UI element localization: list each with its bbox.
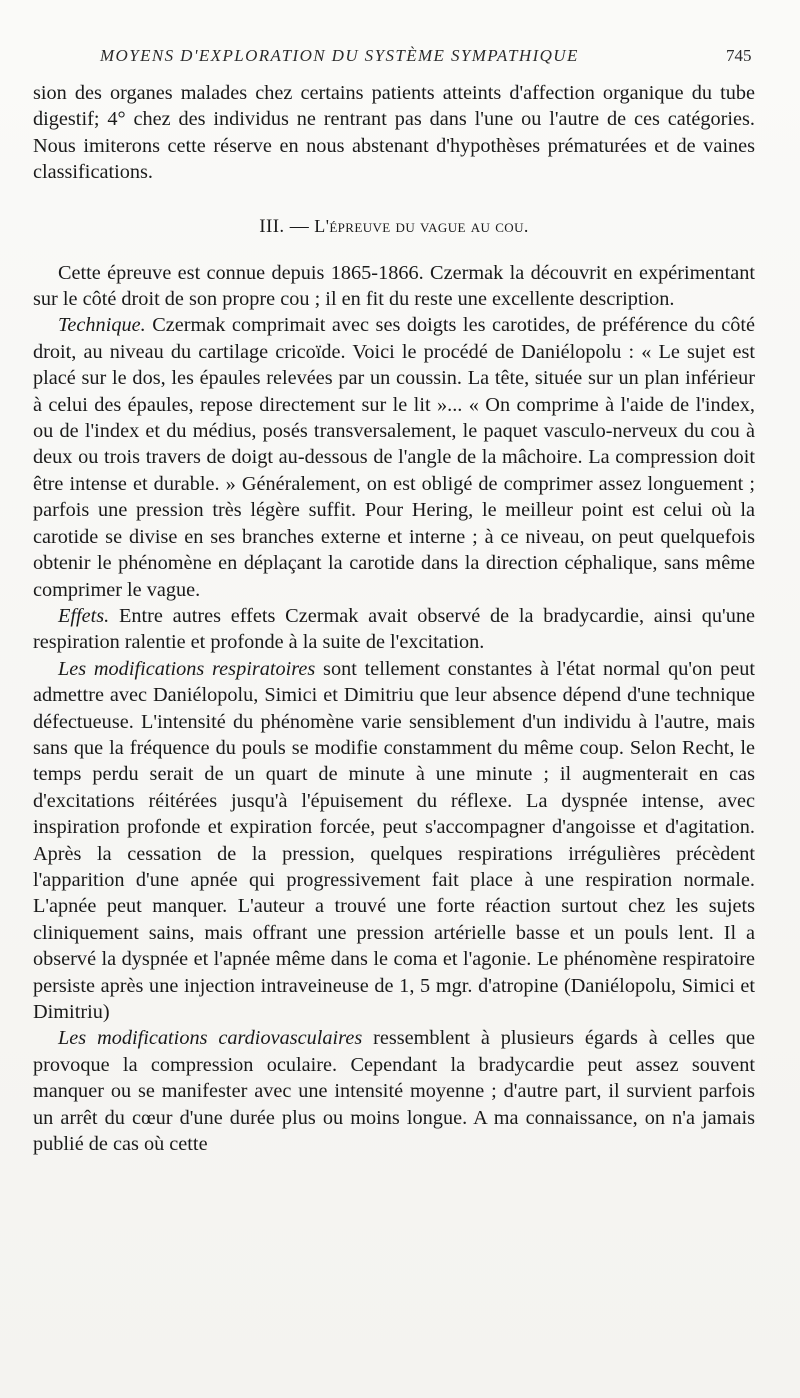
paragraph-text: ressemblent à plusieurs égards à celles que provoque la compression oculaire. Cependant la bradycardie peut assez souvent manquer ou se manifester avec une intensité moyenne ; d'autre part, il survient parfois un arrêt du cœur d'une durée plus ou moins longue. A ma connaissance, on n'a jamais publié de cas où cette bbox=[33, 1027, 755, 1156]
paragraph-cardiovasculaires bbox=[33, 1025, 755, 1157]
section-title: L'épreuve du vague au cou. bbox=[314, 215, 529, 236]
paragraph-lead: Les modifications respiratoires bbox=[58, 657, 316, 680]
paragraph-lead: Les modifications cardiovasculaires bbox=[58, 1027, 363, 1050]
paragraph-effets bbox=[33, 603, 755, 656]
continuation-paragraph: sion des organes malades chez certains patients atteints d'affection organique du tube digestif; 4° chez des individus ne rentrant pas dans l'une ou l'autre de ces catégories. Nous imiterons cette réserve en nous abstenant d'hypothèses prématurées et de vaines classifications. bbox=[33, 82, 755, 184]
paragraph-lead: Effets. bbox=[58, 604, 110, 627]
paragraph-text: Entre autres effets Czermak avait observé de la bradycardie, ainsi qu'une respiration ralentie et profonde à la suite de l'excitation. bbox=[33, 604, 755, 654]
body-text bbox=[33, 80, 755, 1157]
paragraph-lead: Technique. bbox=[58, 314, 146, 337]
running-head: MOYENS D'EXPLORATION DU SYSTÈME SYMPATHIQUE bbox=[100, 46, 579, 65]
paragraph-text: Cette épreuve est connue depuis 1865-1866. Czermak la découvrit en expérimentant sur le côté droit de son propre cou ; il en fit du reste une excellente description. bbox=[33, 261, 755, 311]
paragraph-intro bbox=[33, 260, 755, 313]
paragraph-technique bbox=[33, 312, 755, 602]
section-heading bbox=[33, 216, 755, 238]
page-number: 745 bbox=[726, 46, 752, 65]
section-dash: — bbox=[289, 215, 310, 237]
paragraph-text: sont tellement constantes à l'état normal qu'on peut admettre avec Daniélopolu, Simici et Dimitriu que leur absence dépend d'une technique défectueuse. L'intensité du phénomène varie sensiblement d'un individu à l'autre, mais sans que la fréquence du pouls se modifie constamment du même coup. Selon Recht, le temps perdu serait de un quart de minute à une minute ; il augmenterait en cas d'excitations réitérées jusqu'à l'épuisement du réflexe. La dyspnée intense, avec inspiration profonde et expiration forcée, peut s'accompagner d'angoisse et d'agitation. Après la cessation de la pression, quelques respirations irrégulières précèdent l'apparition d'une apnée qui progressivement fait place à une respiration normale. L'apnée peut manquer. L'auteur a trouvé une forte réaction surtout chez les sujets cliniquement sains, mais offrant une pression artérielle basse et un pouls lent. Il a observé la dyspnée et l'apnée même dans le coma et l'agonie. Le phénomène respiratoire persiste après une injection intraveineuse de 1, 5 mgr. d'atropine (Daniélopolu, Simici et Dimitriu) bbox=[33, 657, 755, 1023]
section-number: III. bbox=[259, 215, 285, 237]
paragraph-text: Czermak comprimait avec ses doigts les carotides, de préférence du côté droit, au niveau du cartilage cricoïde. Voici le procédé de Daniélopolu : « Le sujet est placé sur le dos, les épaules relevées par un coussin. La tête, située sur un plan inférieur à celui des épaules, repose directement sur le lit »... « On comprime à l'aide de l'index, ou de l'index et du médius, posés transversalement, le paquet vasculo-nerveux du cou à deux ou trois travers de doigt au-dessous de l'angle de la mâchoire. La compression doit être intense et durable. » Généralement, on est obligé de comprimer assez longuement ; parfois une pression très légère suffit. Pour Hering, le meilleur point est celui où la carotide se divise en ses branches externe et interne ; à ce niveau, on peut quelquefois obtenir le phénomène en déplaçant la carotide dans la direction céphalique, sans même comprimer le vague. bbox=[33, 314, 755, 601]
paragraph-respiratoires bbox=[33, 656, 755, 1026]
